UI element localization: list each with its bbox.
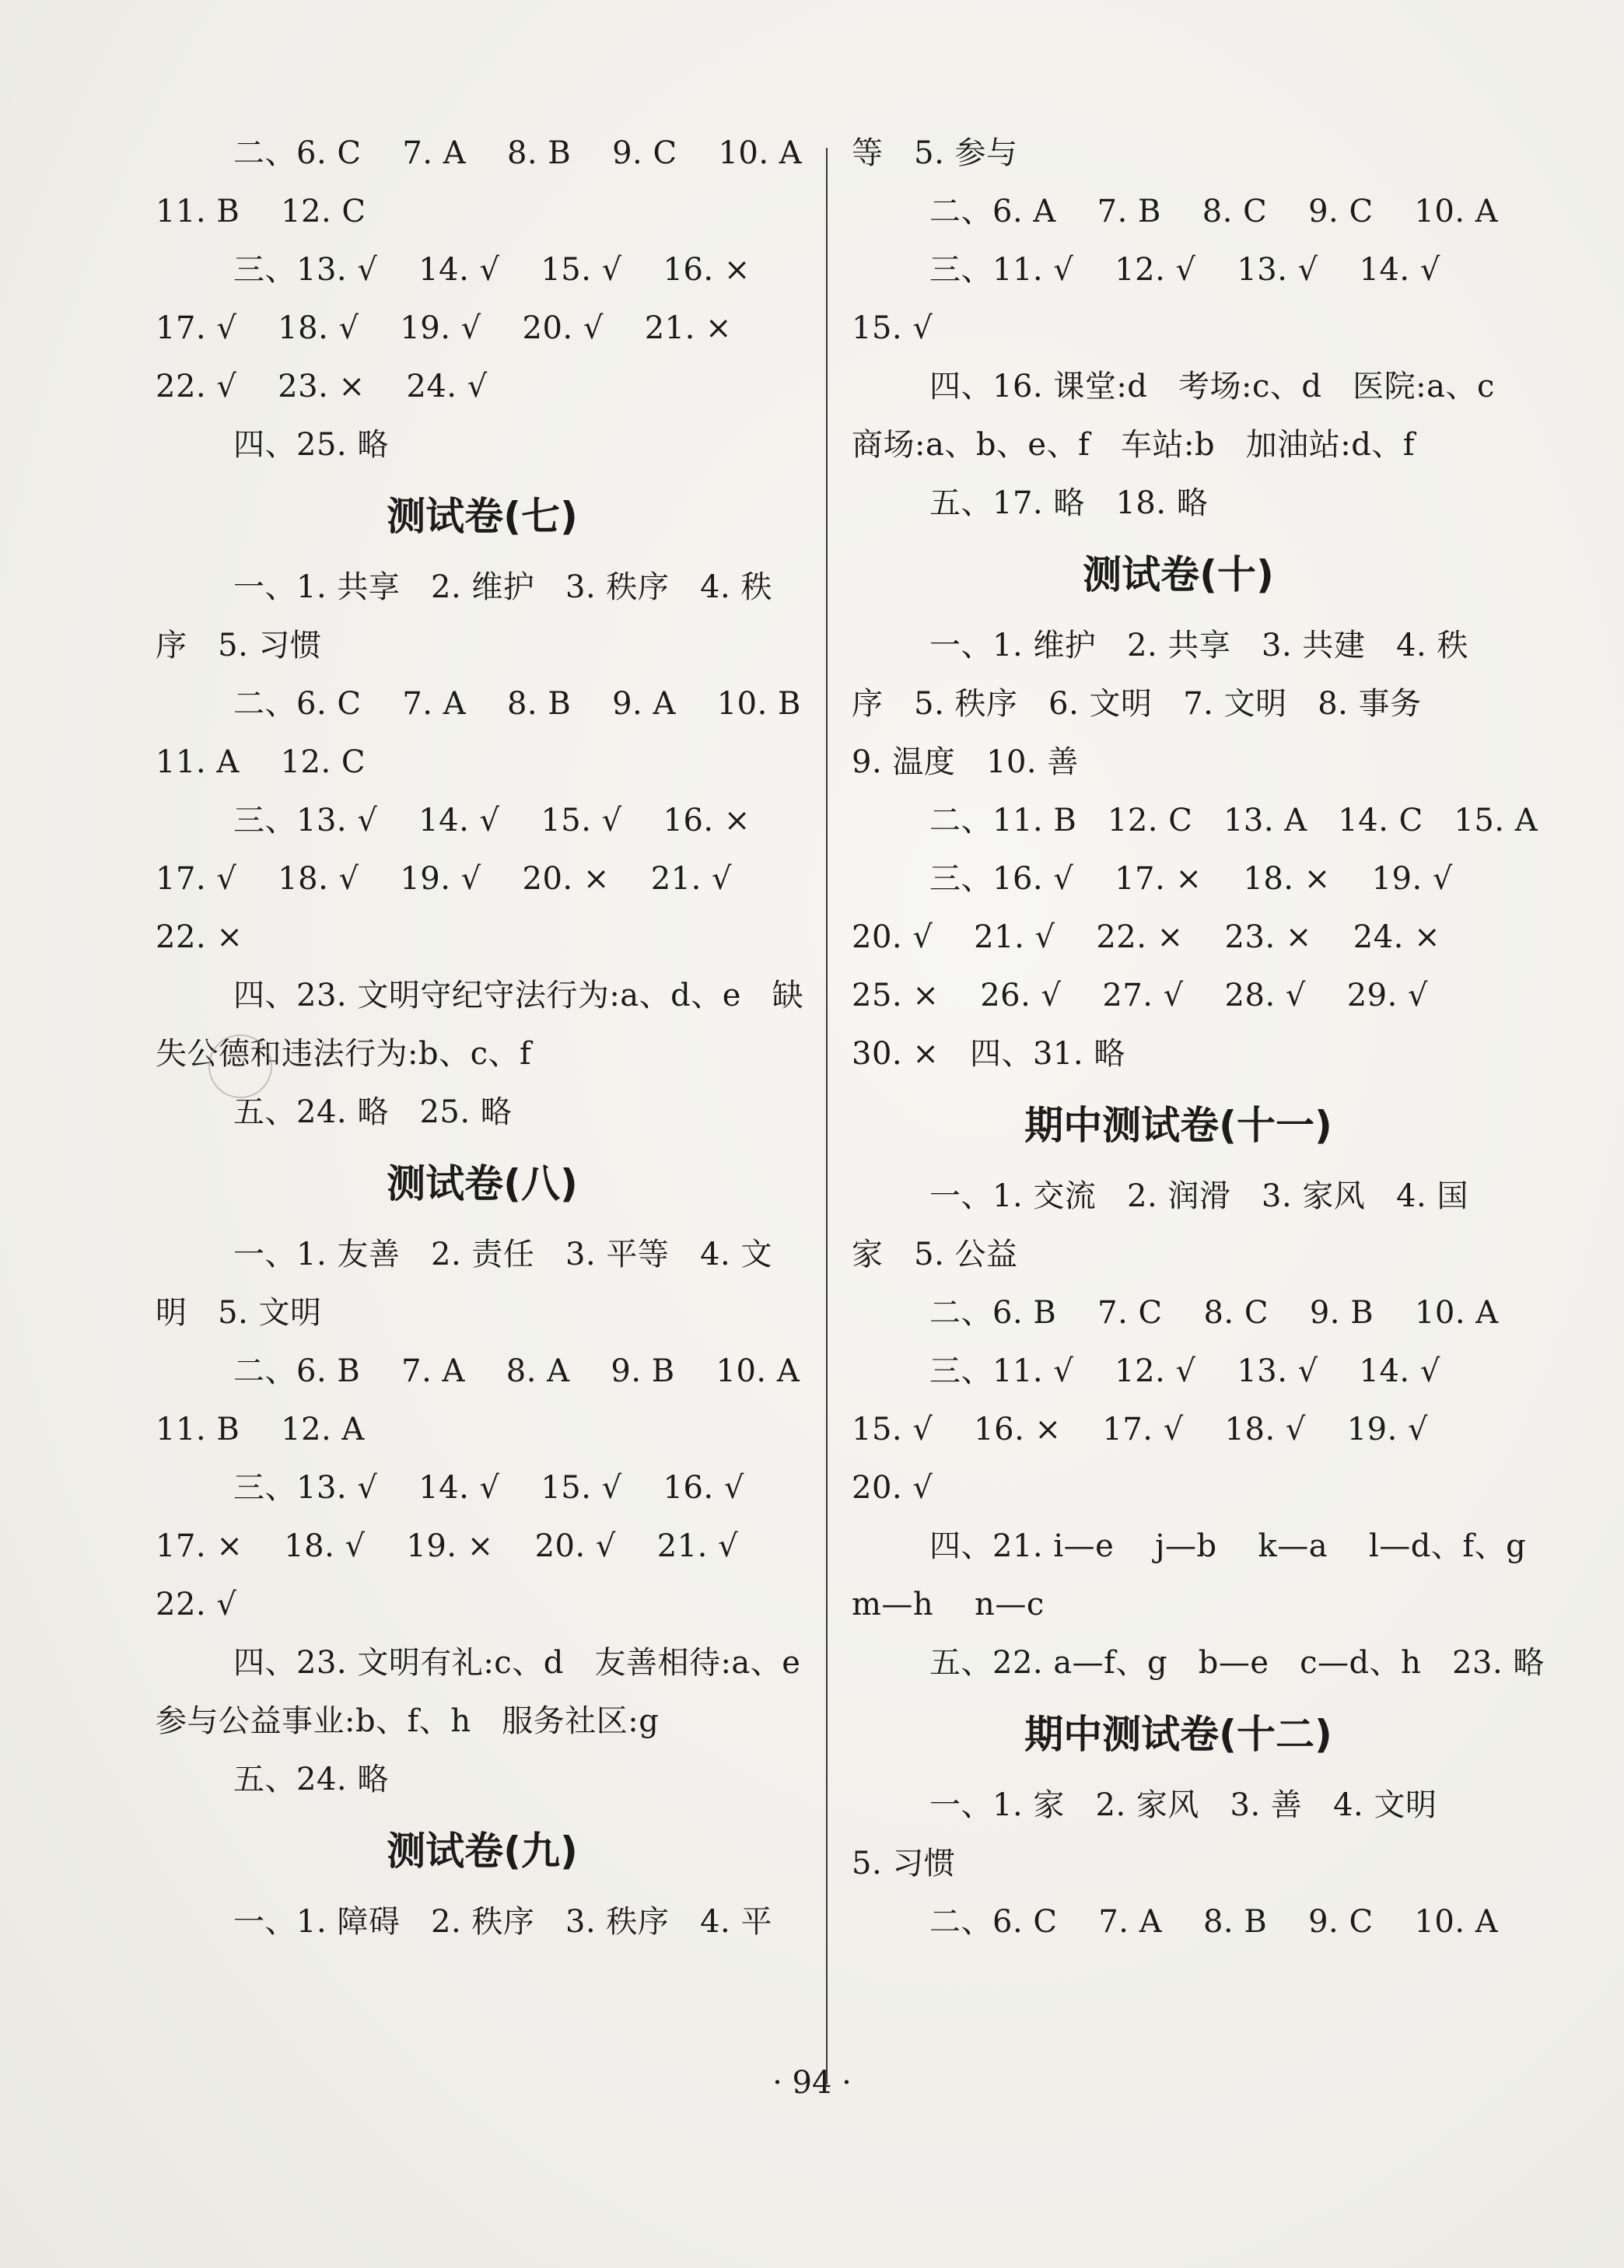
- answer-line: 五、22. a—f、g b—e c—d、h 23. 略: [929, 1645, 1545, 1681]
- answer-line: 三、16. √ 17. × 18. × 19. √: [929, 861, 1453, 897]
- answer-line: 五、24. 略 25. 略: [233, 1094, 513, 1130]
- answer-line: 一、1. 家 2. 家风 3. 善 4. 文明: [929, 1787, 1437, 1823]
- answer-line: 11. B 12. C: [156, 194, 366, 229]
- right-column: [852, 124, 1545, 1951]
- section-title: 测试卷(八): [387, 1161, 578, 1206]
- answer-line: 三、13. √ 14. √ 15. √ 16. ×: [233, 252, 751, 288]
- answer-line: 30. × 四、31. 略: [852, 1036, 1125, 1072]
- answer-line: 参与公益事业:b、f、h 服务社区:g: [156, 1703, 660, 1739]
- answer-line: 等 5. 参与: [852, 135, 1018, 171]
- answer-line: 9. 温度 10. 善: [852, 744, 1079, 780]
- section-title: 测试卷(十): [1083, 552, 1274, 597]
- answer-line: 一、1. 维护 2. 共享 3. 共建 4. 秩: [929, 628, 1468, 663]
- answer-line: 四、16. 课堂:d 考场:c、d 医院:a、c: [929, 369, 1495, 404]
- answer-line: 家 5. 公益: [852, 1237, 1018, 1272]
- answer-line: 20. √: [852, 1470, 933, 1506]
- answer-line: 一、1. 障碍 2. 秩序 3. 秩序 4. 平: [233, 1904, 772, 1940]
- answer-line: 17. × 18. √ 19. × 20. √ 21. √: [156, 1528, 739, 1564]
- answer-line: 二、6. C 7. A 8. B 9. C 10. A: [929, 1904, 1499, 1940]
- answer-line: 三、11. √ 12. √ 13. √ 14. √: [929, 1353, 1440, 1389]
- answer-line: 四、21. i—e j—b k—a l—d、f、g: [929, 1528, 1527, 1564]
- answer-line: 商场:a、b、e、f 车站:b 加油站:d、f: [852, 427, 1416, 463]
- answer-line: 五、24. 略: [233, 1762, 389, 1797]
- answer-line: 明 5. 文明: [156, 1295, 322, 1331]
- answer-line: 17. √ 18. √ 19. √ 20. × 21. √: [156, 861, 733, 897]
- answer-line: 四、23. 文明有礼:c、d 友善相待:a、e: [233, 1645, 801, 1681]
- answer-line: 二、6. C 7. A 8. B 9. A 10. B: [233, 686, 801, 722]
- section-title: 测试卷(七): [387, 494, 578, 539]
- answer-line: 三、11. √ 12. √ 13. √ 14. √: [929, 252, 1440, 288]
- answer-line: 11. B 12. A: [156, 1412, 365, 1447]
- answer-line: 序 5. 习惯: [156, 628, 322, 663]
- answer-line: 11. A 12. C: [156, 744, 366, 780]
- answer-line: 二、6. B 7. C 8. C 9. B 10. A: [929, 1295, 1499, 1331]
- answer-line: 15. √ 16. × 17. √ 18. √ 19. √: [852, 1412, 1429, 1447]
- answer-line: 三、13. √ 14. √ 15. √ 16. ×: [233, 803, 751, 838]
- answer-line: 二、6. C 7. A 8. B 9. C 10. A: [233, 135, 803, 171]
- answer-line: 一、1. 友善 2. 责任 3. 平等 4. 文: [233, 1237, 772, 1272]
- answer-line: 四、25. 略: [233, 427, 389, 463]
- section-title: 测试卷(九): [387, 1829, 578, 1874]
- watermark-stamp: [208, 1034, 272, 1098]
- page-number: · 94 ·: [772, 2065, 852, 2101]
- section-title: 期中测试卷(十二): [1024, 1712, 1332, 1757]
- answer-line: 序 5. 秩序 6. 文明 7. 文明 8. 事务: [852, 686, 1422, 722]
- answer-line: 二、6. A 7. B 8. C 9. C 10. A: [929, 194, 1499, 229]
- answer-line: 一、1. 交流 2. 润滑 3. 家风 4. 国: [929, 1178, 1468, 1214]
- answer-line: 25. × 26. √ 27. √ 28. √ 29. √: [852, 978, 1429, 1013]
- answer-line: 失公德和违法行为:b、c、f: [156, 1036, 532, 1072]
- answer-line: 22. √ 23. × 24. √: [156, 369, 488, 404]
- column-divider: [826, 148, 828, 2084]
- answer-line: m—h n—c: [852, 1587, 1045, 1622]
- answer-line: 20. √ 21. √ 22. × 23. × 24. ×: [852, 919, 1441, 955]
- answer-line: 15. √: [852, 310, 933, 346]
- answer-line: 22. √: [156, 1587, 237, 1622]
- answer-line: 四、23. 文明守纪守法行为:a、d、e 缺: [233, 978, 804, 1013]
- answer-line: 一、1. 共享 2. 维护 3. 秩序 4. 秩: [233, 569, 772, 605]
- answer-line: 22. ×: [156, 919, 243, 955]
- answer-line: 17. √ 18. √ 19. √ 20. √ 21. ×: [156, 310, 733, 346]
- section-title: 期中测试卷(十一): [1024, 1103, 1332, 1148]
- answer-line: 5. 习惯: [852, 1846, 956, 1881]
- answer-line: 三、13. √ 14. √ 15. √ 16. √: [233, 1470, 744, 1506]
- answer-line: 二、6. B 7. A 8. A 9. B 10. A: [233, 1353, 800, 1389]
- answer-line: 五、17. 略 18. 略: [929, 485, 1209, 521]
- answer-line: 二、11. B 12. C 13. A 14. C 15. A: [929, 803, 1538, 838]
